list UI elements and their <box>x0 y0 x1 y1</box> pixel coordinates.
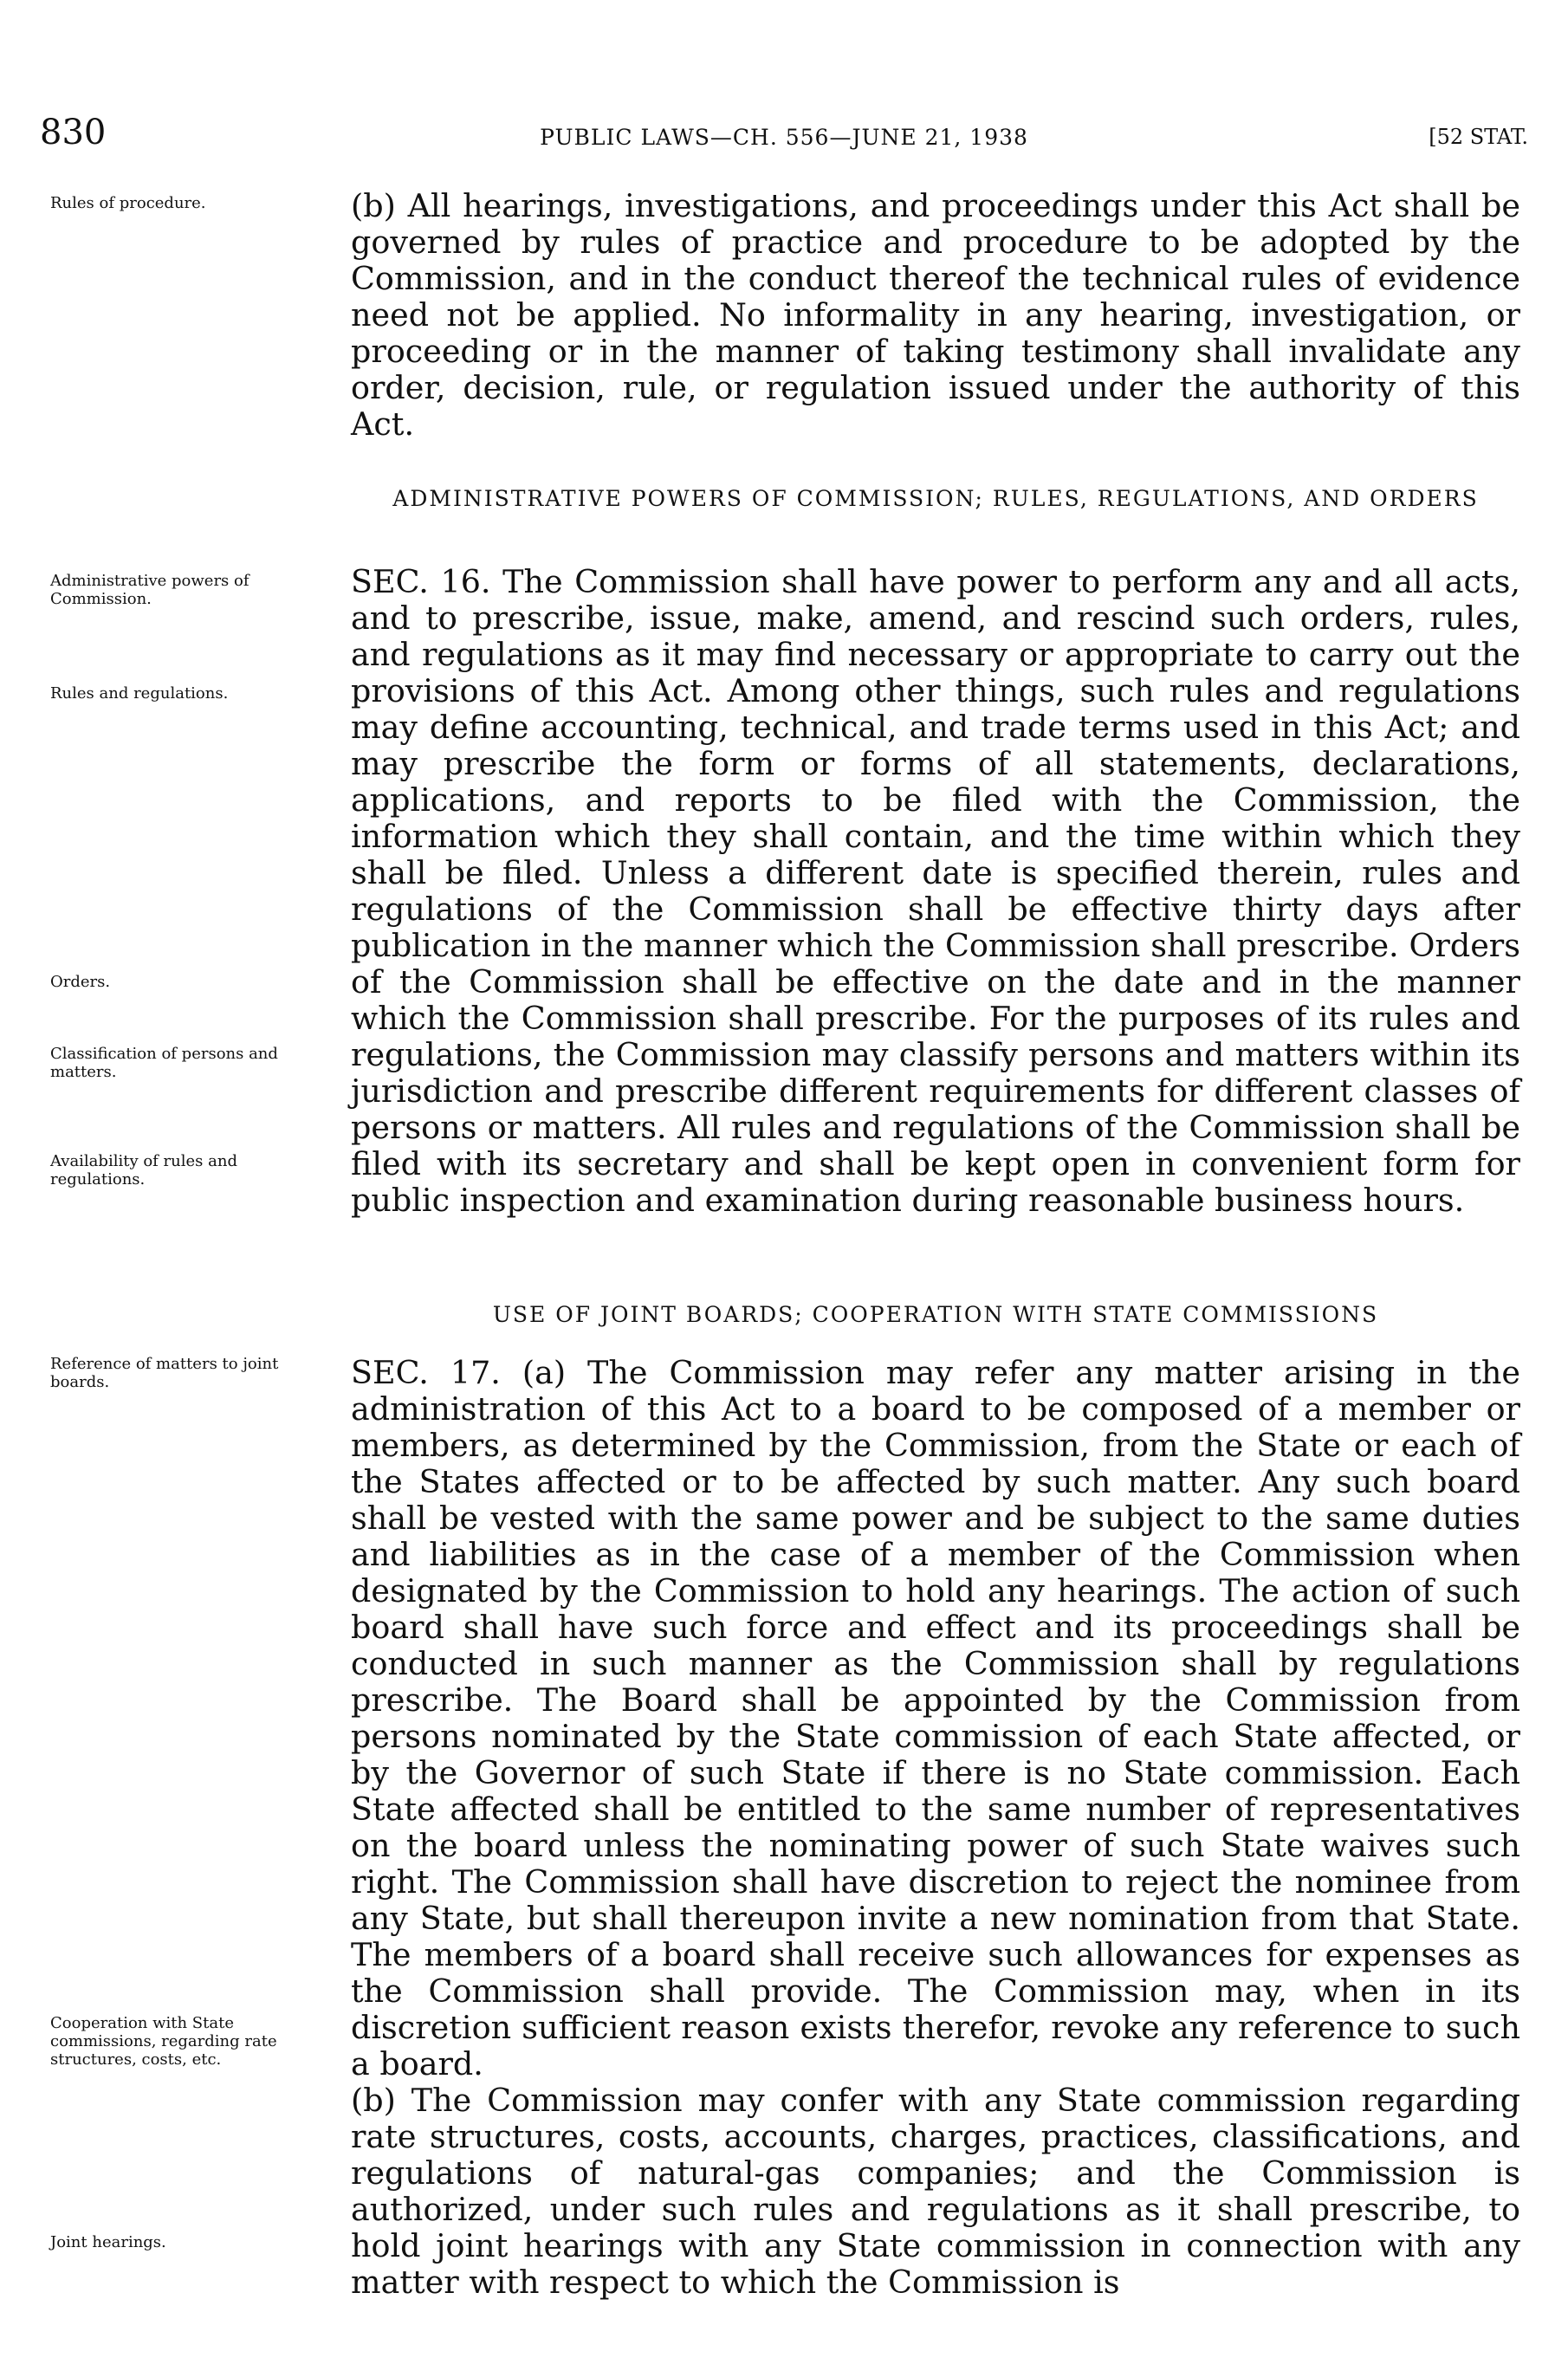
section-16-heading: ADMINISTRATIVE POWERS OF COMMISSION; RULES, REGULATIONS, AND ORDERS <box>392 486 1479 511</box>
rules-of-procedure-section <box>351 188 1520 443</box>
section-16 <box>351 564 1520 1219</box>
section-17-heading: USE OF JOINT BOARDS; COOPERATION WITH STATE COMMISSIONS <box>492 1302 1379 1327</box>
section-17 <box>351 1355 1520 2301</box>
margin-note-orders: Orders. <box>50 973 111 991</box>
volume-reference: [52 STAT. <box>1429 125 1528 149</box>
margin-note-cooperation-with-state: Cooperation with State commissions, regarding rate structures, costs, etc. <box>50 2014 277 2069</box>
margin-note-rules-and-regulations: Rules and regulations. <box>50 684 229 703</box>
margin-note-rules-of-procedure: Rules of procedure. <box>50 194 206 212</box>
section-17a-text: SEC. 17. (a) The Commission may refer any matter arising in the administration of this Act to a board to be composed of a member or members, as determined by the Commission, from the State or each of the States affected or to be affected by such matter. Any such board shall be vested with the same power and be subject to the same duties and liabilities as in the case of a member of the Commission when designated by the Commission to hold any hearings. The action of such board shall have such force and effect and its proceedings shall be conducted in such manner as the Commission shall by regulations prescribe. The Board shall be appointed by the Commission from persons nominated by the State commission of each State affected, or by the Governor of such State if there is no State commission. Each State affected shall be entitled to the same number of representatives on the board unless the nominating power of such State waives such right. The Commission shall have discretion to reject the nominee from any State, but shall thereupon invite a new nomination from that State. The members of a board shall receive such allowances for expenses as the Commission shall provide. The Commission may, when in its discretion sufficient reason exists therefor, revoke any reference to such a board. <box>351 1354 1520 2082</box>
page-header <box>35 113 1533 156</box>
margin-note-classification: Classification of persons and matters. <box>50 1045 278 1081</box>
page-number: 830 <box>40 113 107 152</box>
margin-note-administrative-powers: Administrative powers of Commission. <box>50 572 249 608</box>
section-17b-text: (b) The Commission may confer with any State commission regarding rate structures, costs, accounts, charges, practices, classifications, and regulations of natural-gas companies; and the Commission is authorized, under such rules and regulations as it shall prescribe, to hold joint hearings with any State commission in connection with any matter with respect to which the Commission is <box>351 2082 1520 2301</box>
section-16-text: SEC. 16. The Commission shall have power to perform any and all acts, and to prescribe, issue, make, amend, and rescind such orders, rules, and regulations as it may find necessary or appropriate to carry out the provisions of this Act. Among other things, such rules and regulations may define accounting, technical, and trade terms used in this Act; and may prescribe the form or forms of all statements, declarations, applications, and reports to be filed with the Commission, the information which they shall contain, and the time within which they shall be filed. Unless a different date is specified therein, rules and regulations of the Commission shall be effective thirty days after publication in the manner which the Commission shall prescribe. Orders of the Commission shall be effective on the date and in the manner which the Commission shall prescribe. For the purposes of its rules and regulations, the Commission may classify persons and matters within its jurisdiction and prescribe different requirements for different classes of persons or matters. All rules and regulations of the Commission shall be filed with its secretary and shall be kept open in convenient form for public inspection and examination during reasonable business hours. <box>351 563 1520 1219</box>
margin-note-joint-hearings: Joint hearings. <box>50 2233 166 2251</box>
rules-paragraph: (b) All hearings, investigations, and proceedings under this Act shall be governed by rules of practice and procedure to be adopted by the Commission, and in the conduct thereof the technical rules of evidence need not be applied. No informality in any hearing, investigation, or proceeding or in the manner of taking testimony shall invalidate any order, decision, rule, or regulation issued under the authority of this Act. <box>351 187 1520 443</box>
margin-note-availability: Availability of rules and regulations. <box>50 1152 237 1188</box>
running-title: PUBLIC LAWS—CH. 556—JUNE 21, 1938 <box>540 125 1028 150</box>
margin-note-reference-to-joint-boards: Reference of matters to joint boards. <box>50 1355 279 1391</box>
